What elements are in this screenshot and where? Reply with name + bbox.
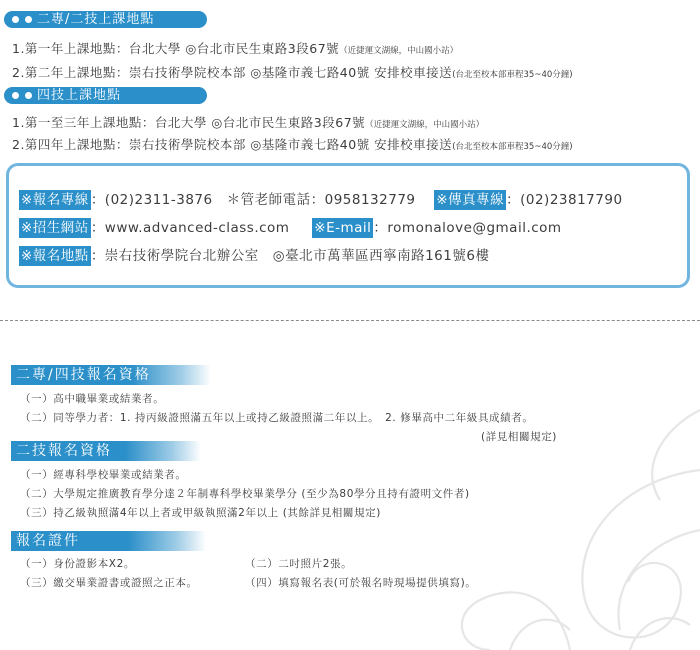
- website-link[interactable]: ：www.advanced-class.com: [90, 220, 290, 236]
- section-header-four-year: [4, 87, 207, 104]
- location-line: 1.第一至三年上課地點：台北大學 ◎台北市民生東路3段67號（近捷運文湖線，中山國小站）: [12, 115, 485, 130]
- location-note: （近捷運文湖線，中山國小站）: [365, 120, 485, 130]
- contact-row-phone: [19, 190, 623, 210]
- email-link[interactable]: ：romonalove@gmail.com: [373, 220, 562, 236]
- location-line: 2.第二年上課地點：崇右技術學院校本部 ◎基隆市義七路40號 安排校車接送(台北至校本部車程35~40分鐘): [12, 65, 573, 80]
- list-item: （二）二吋照片2張。: [245, 558, 353, 570]
- section-title: 四技上課地點: [37, 88, 122, 103]
- address-value: ：崇右技術學院台北辦公室 ◎臺北市萬華區西寧南路161號6樓: [90, 248, 490, 264]
- contact-tag: ※招生網站: [21, 220, 89, 236]
- list-item: （三）繳交畢業證書或證照之正本。: [20, 577, 198, 589]
- documents-header: 報名證件: [11, 531, 206, 551]
- list-item: （二）同等學力者：1. 持丙級證照滿五年以上或持乙級證照滿二年以上。 2. 修畢高中二年級具成績者。: [20, 412, 534, 424]
- location-note: （近捷運文湖線，中山國小站）: [339, 46, 459, 56]
- bullet-dot-icon: [25, 92, 32, 99]
- list-item: （四）填寫報名表(可於報名時現場提供填寫)。: [245, 577, 477, 589]
- related-rules-note: (詳見相關規定): [481, 431, 557, 443]
- section-header-two-year: [4, 11, 207, 28]
- bullet-dot-icon: [25, 16, 32, 23]
- list-item: （二）大學規定推廣教育學分達２年制專科學校畢業學分 (至少為80學分且持有證明文件者): [20, 488, 470, 500]
- contact-tag: ※報名地點: [21, 248, 89, 264]
- contact-tag: ※報名專線: [21, 192, 89, 208]
- location-note: (台北至校本部車程35~40分鐘): [452, 70, 573, 80]
- bullet-dot-icon: [12, 92, 19, 99]
- qualification-header-two-tech: 二技報名資格: [11, 441, 201, 461]
- qualification-header-two-four: 二專/四技報名資格: [11, 365, 211, 385]
- contact-tag: ※傳真專線: [436, 192, 505, 208]
- section-title: 二專/二技上課地點: [37, 12, 155, 27]
- location-note: (台北至校本部車程35~40分鐘): [452, 142, 573, 152]
- bullet-dot-icon: [12, 16, 19, 23]
- dashed-divider: [0, 320, 700, 321]
- contact-box: [6, 163, 690, 288]
- fax-value: ：(02)23817790: [506, 192, 623, 208]
- contact-row-address: [19, 246, 489, 266]
- list-item: （一）高中職畢業或結業者。: [20, 393, 165, 405]
- list-item: （三）持乙級執照滿4年以上者或甲級執照滿2年以上 (其餘詳見相關規定): [20, 507, 381, 519]
- location-line: 1.第一年上課地點：台北大學 ◎台北市民生東路3段67號（近捷運文湖線，中山國小站）: [12, 41, 459, 56]
- contact-row-web: [19, 218, 562, 238]
- contact-tag: ※E-mail: [314, 220, 372, 236]
- list-item: （一）身份證影本X2。: [20, 558, 135, 570]
- location-line: 2.第四年上課地點：崇右技術學院校本部 ◎基隆市義七路40號 安排校車接送(台北至校本部車程35~40分鐘): [12, 137, 573, 152]
- list-item: （一）經專科學校畢業或結業者。: [20, 469, 187, 481]
- phone-value[interactable]: ：(02)2311-3876 ＊管老師電話：0958132779: [90, 192, 416, 208]
